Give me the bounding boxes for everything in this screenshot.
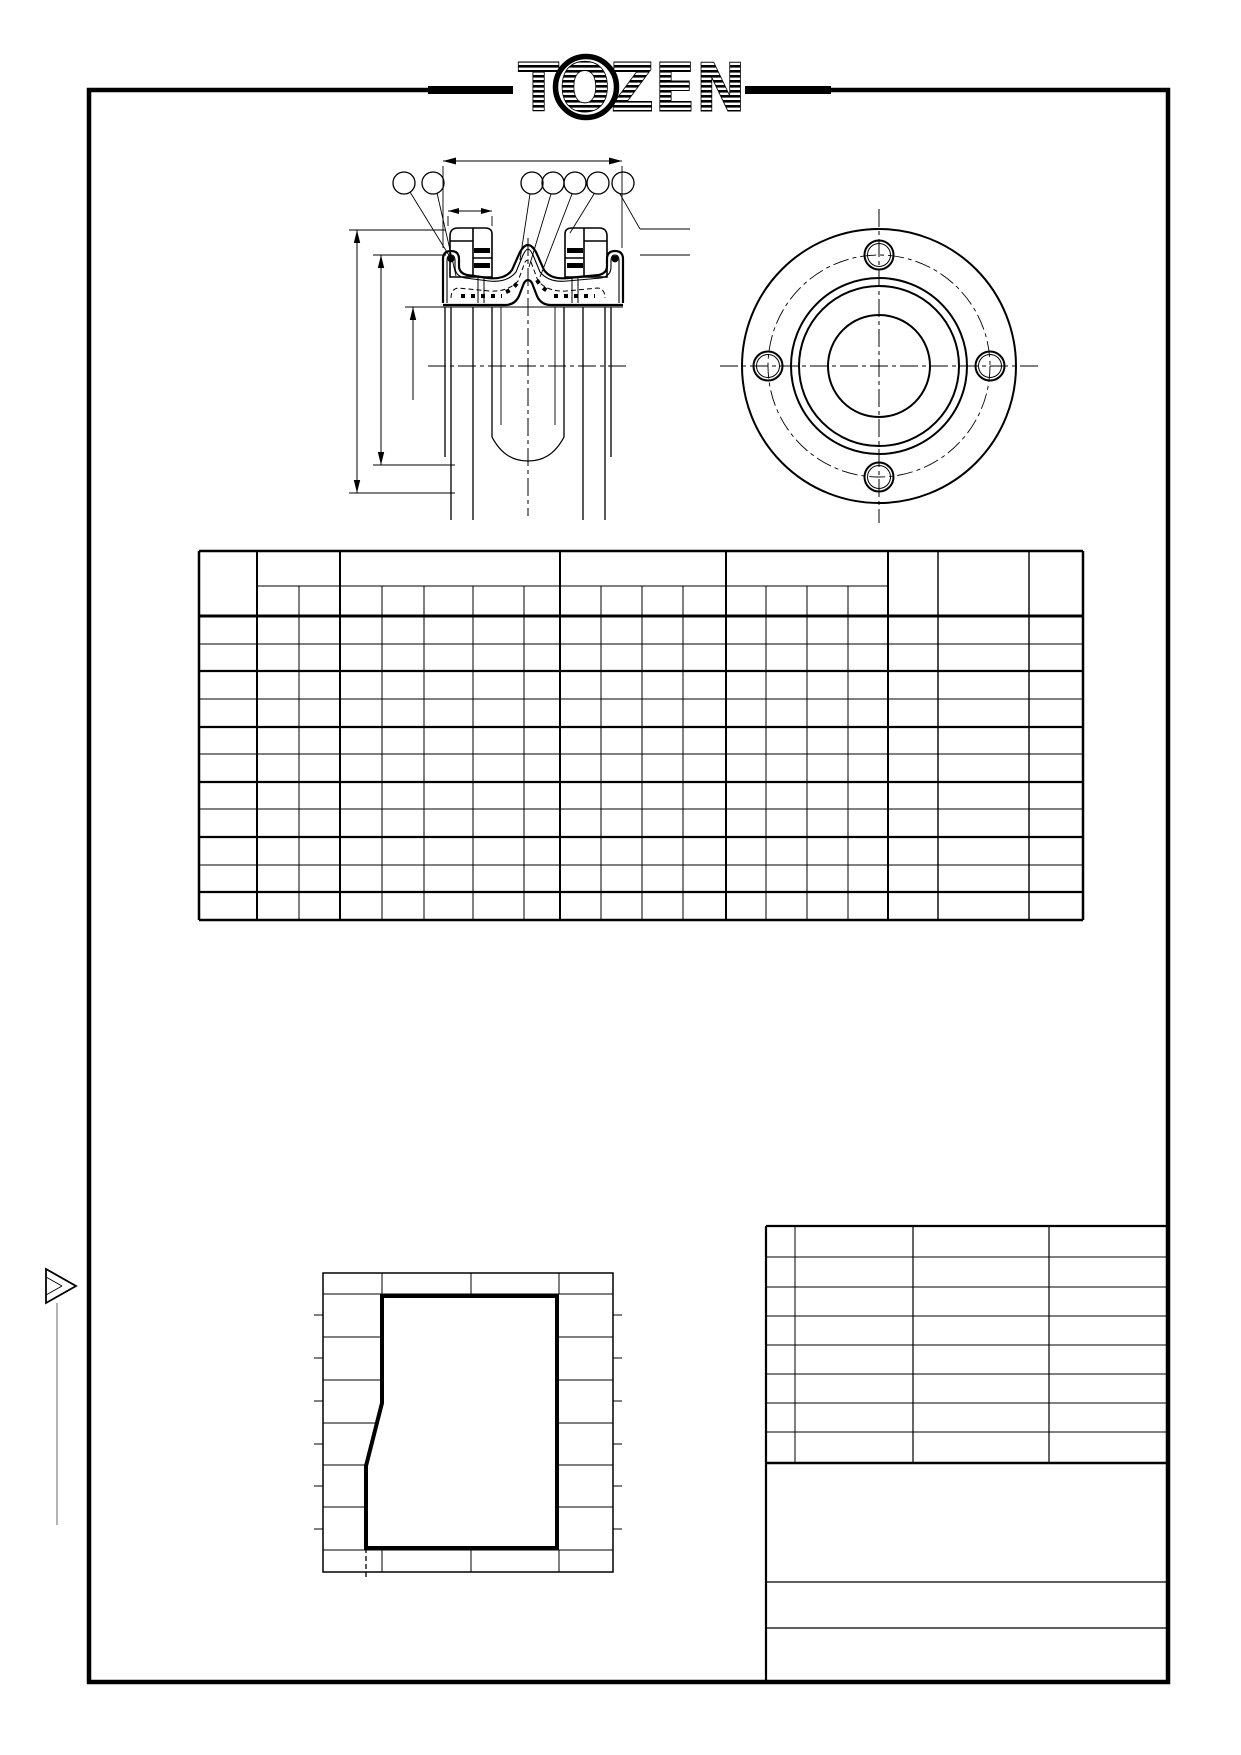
logo-right-bar (745, 86, 831, 94)
dimension-face-height (405, 307, 443, 400)
balloon-4 (542, 172, 564, 194)
corner-fold-mark (46, 1269, 76, 1525)
right-flange-block (565, 228, 607, 303)
flange-front-view (720, 209, 1038, 523)
logo-text: TOZEN (518, 49, 746, 127)
title-block (766, 1226, 1168, 1682)
balloon-1 (393, 172, 415, 194)
bead-wire-left (448, 256, 455, 263)
rubber-bellows-body (443, 245, 623, 307)
page-frame (89, 90, 1168, 1682)
logo-left-bar (428, 86, 513, 94)
detail-section-view (314, 1273, 622, 1578)
bead-wire-right (612, 256, 619, 263)
rubber-profile-outline (366, 1296, 557, 1548)
balloon-leader-lines (410, 192, 690, 277)
balloon-3 (521, 172, 543, 194)
left-flange-block (450, 228, 492, 303)
title-block-lower-rows (766, 1582, 1168, 1628)
dimension-flange-width (448, 208, 492, 226)
balloon-2 (422, 172, 444, 194)
dimension-overall-width (443, 158, 622, 249)
balloon-6 (587, 172, 609, 194)
section-view (349, 158, 690, 521)
right-course-lines (558, 1337, 613, 1507)
balloon-5 (564, 172, 586, 194)
balloon-callouts (393, 172, 690, 277)
balloon-7 (612, 172, 634, 194)
tozen-logo (428, 49, 831, 127)
dimension-overall-height (349, 230, 455, 493)
revision-table (766, 1226, 1168, 1463)
main-dimension-table (199, 551, 1083, 920)
